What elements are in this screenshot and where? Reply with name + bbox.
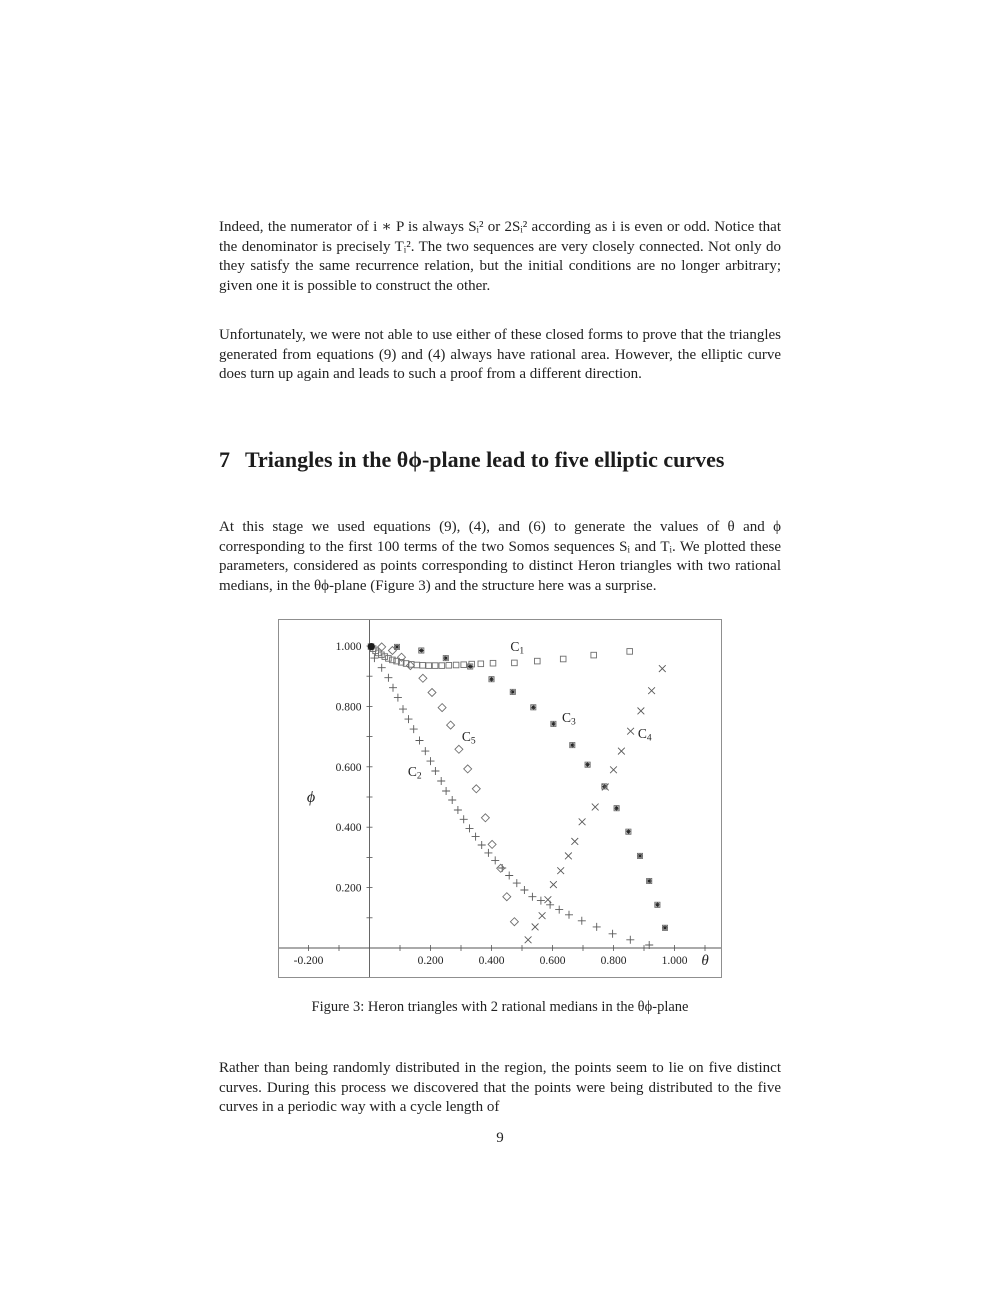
paragraph-at-this-stage: At this stage we used equations (9), (4), and (6) to generate the values of θ and ϕ corresponding to the first 100 terms of the two Somos sequences Sᵢ and Tᵢ. We plotted these parameters, considered as points corresponding to distinct Heron triangles with two rational medians, in the θϕ-plane (Figure 3) and the structure here was a surprise. — [219, 519, 781, 594]
y-tick-label: 1.000 — [335, 641, 362, 653]
figure-caption: Figure 3: Heron triangles with 2 rational medians in the θϕ-plane — [311, 999, 689, 1015]
paragraph-closed-forms: Unfortunately, we were not able to use either of these closed forms to prove that the triangles generated from equations (9) and (4) always have rational area. However, the elliptic curve does turn up again and leads to such a proof from a different direction. — [219, 327, 781, 383]
y-tick-label: 0.800 — [335, 701, 362, 714]
series-C5 — [378, 643, 519, 926]
section-heading — [219, 444, 775, 475]
figure-3-plot — [278, 619, 722, 978]
curve-label-C4: C4 — [637, 726, 652, 744]
curve-label-C2: C2 — [407, 763, 422, 782]
x-tick-label: 0.600 — [539, 955, 566, 967]
y-tick-label: 0.400 — [335, 822, 362, 835]
y-tick-label: 0.200 — [335, 882, 362, 895]
series-C3 — [394, 644, 667, 930]
figure-3-plot-svg — [278, 619, 722, 978]
y-axis-label: ϕ — [306, 789, 316, 806]
x-tick-label: 1.000 — [661, 955, 688, 967]
x-tick-label: -0.200 — [293, 955, 324, 967]
curve-label-C5: C5 — [461, 729, 476, 747]
series-C4 — [525, 665, 666, 943]
x-axis-label: θ — [701, 953, 709, 969]
x-tick-label: 0.200 — [417, 955, 444, 967]
x-tick-labels — [294, 955, 688, 967]
plot-border — [279, 620, 722, 978]
section-title: Triangles in the θϕ-plane lead to five elliptic curves — [245, 447, 725, 473]
paragraph-numerator: Indeed, the numerator of i ∗ P is always Sᵢ² or 2Sᵢ² according as i is even or odd. Notice that the denominator is precisely Tᵢ². The two sequences are very closely connected. Not only do they satisfy the same recurrence relation, but the initial conditions are no longer arbitrary; given one it is possible to construct the other. — [219, 219, 781, 294]
axes — [279, 620, 721, 977]
x-tick-label: 0.400 — [478, 955, 505, 967]
series-C2 — [370, 654, 653, 949]
section-number: 7 — [219, 447, 230, 473]
axis-ticks — [306, 646, 706, 951]
page-number: 9 — [496, 1130, 504, 1146]
curve-label-C3: C3 — [562, 710, 576, 728]
curve-label-C1: C1 — [510, 639, 525, 657]
x-tick-label: 0.800 — [600, 955, 627, 967]
paragraph-five-curves: Rather than being randomly distributed in the region, the points seem to lie on five distinct curves. During this process we discovered that the points were being distributed to the five curves in a periodic way with a cycle length of — [219, 1060, 781, 1116]
y-tick-label: 0.600 — [335, 761, 362, 774]
y-tick-labels — [336, 641, 362, 895]
origin-point-cluster — [368, 643, 375, 650]
